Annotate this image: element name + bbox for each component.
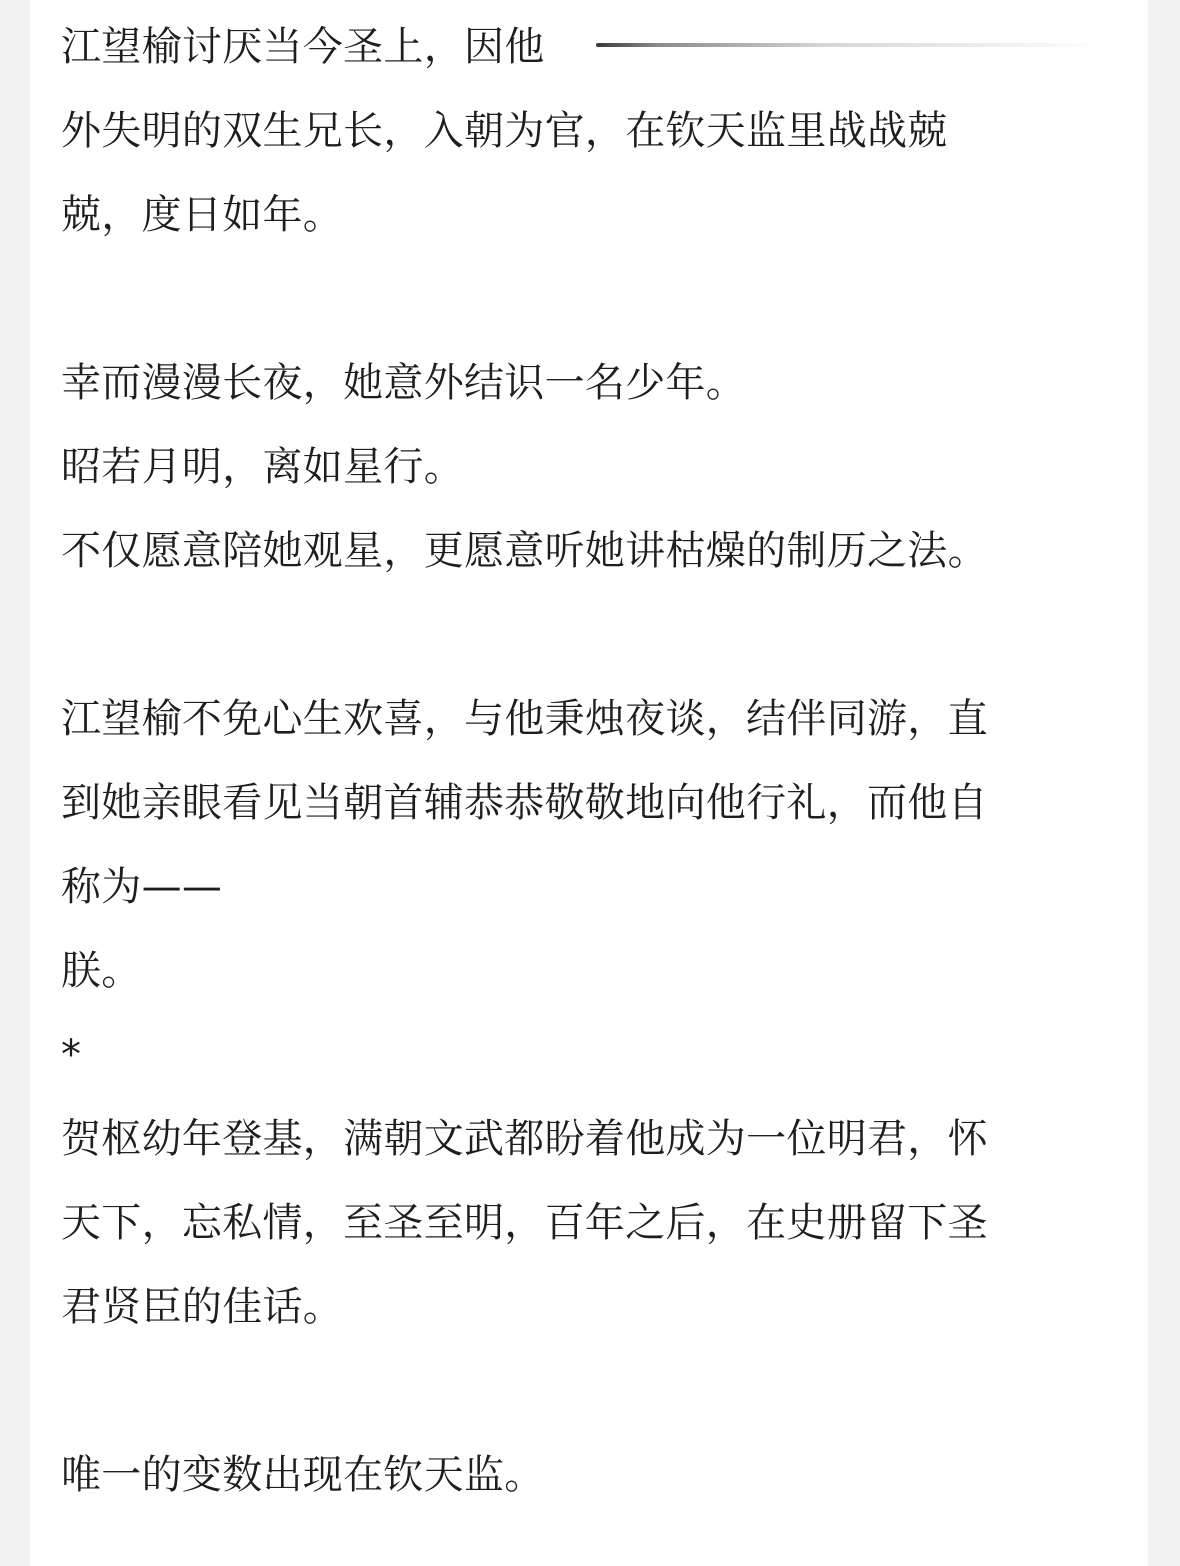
text-line: 不仅愿意陪她观星，更愿意听她讲枯燥的制历之法。: [61, 528, 988, 574]
section-separator: *: [61, 1032, 82, 1078]
text-line: 兢，度日如年。: [61, 192, 344, 238]
text-line: 到她亲眼看见当朝首辅恭恭敬敬地向他行礼，而他自: [61, 780, 988, 826]
text-line: 外失明的双生兄长，入朝为官，在钦天监里战战兢: [61, 108, 948, 154]
text-line: 贺枢幼年登基，满朝文武都盼着他成为一位明君，怀: [61, 1116, 988, 1162]
cut-off-line-stroke: [596, 43, 1106, 47]
text-line: 君贤臣的佳话。: [61, 1284, 344, 1330]
text-line: 唯一的变数出现在钦天监。: [61, 1452, 545, 1498]
text-line: 朕。: [61, 948, 142, 994]
text-line: 江望榆不免心生欢喜，与他秉烛夜谈，结伴同游，直: [61, 696, 988, 742]
text-line: 称为——: [61, 864, 223, 910]
text-line: 天下，忘私情，至圣至明，百年之后，在史册留下圣: [61, 1200, 988, 1246]
text-line: 幸而漫漫长夜，她意外结识一名少年。: [61, 360, 747, 406]
text-page: [30, 0, 1148, 1566]
text-line: 江望榆讨厌当今圣上，因他: [61, 24, 545, 70]
text-line: 昭若月明，离如星行。: [61, 444, 464, 490]
